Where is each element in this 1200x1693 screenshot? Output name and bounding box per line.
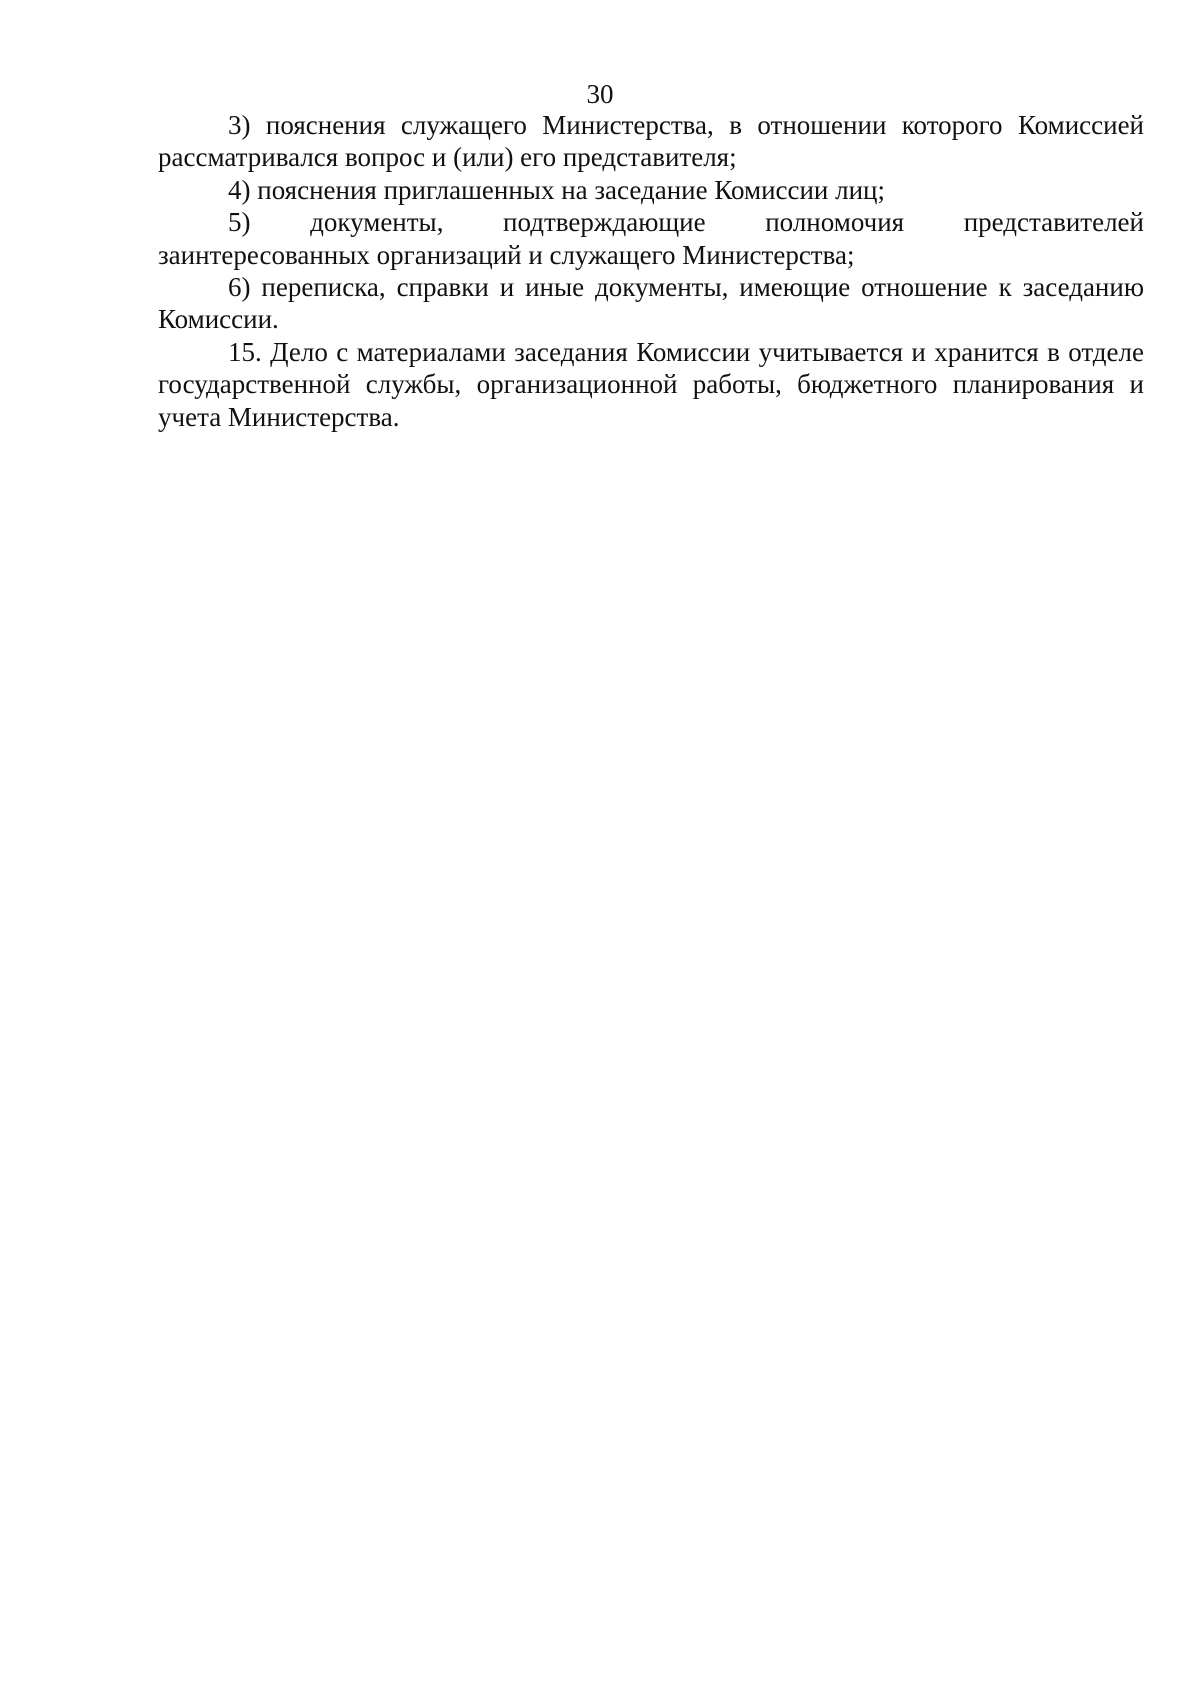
- paragraph-clause-15: 15. Дело с материалами заседания Комиссии учитывается и хранится в отделе государственной службы, организационной работы, бюджетного планирования и учета Министерства.: [158, 336, 1144, 432]
- document-body: [158, 109, 1144, 433]
- paragraph-item-5: 5) документы, подтверждающие полномочия представителей: [228, 207, 1144, 238]
- paragraph-item-3: 3) пояснения служащего Министерства, в отношении которого Комиссией рассматривался вопрос и (или) его представителя;: [158, 110, 1144, 173]
- page-number: 30: [586, 79, 614, 109]
- paragraph-item-6: 6) переписка, справки и иные документы, имеющие отношение к заседанию Комиссии.: [158, 272, 1144, 335]
- paragraph-item-5-continuation: заинтересованных организаций и служащего Министерства;: [158, 239, 855, 270]
- paragraph-item-4: 4) пояснения приглашенных на заседание Комиссии лиц;: [228, 174, 886, 205]
